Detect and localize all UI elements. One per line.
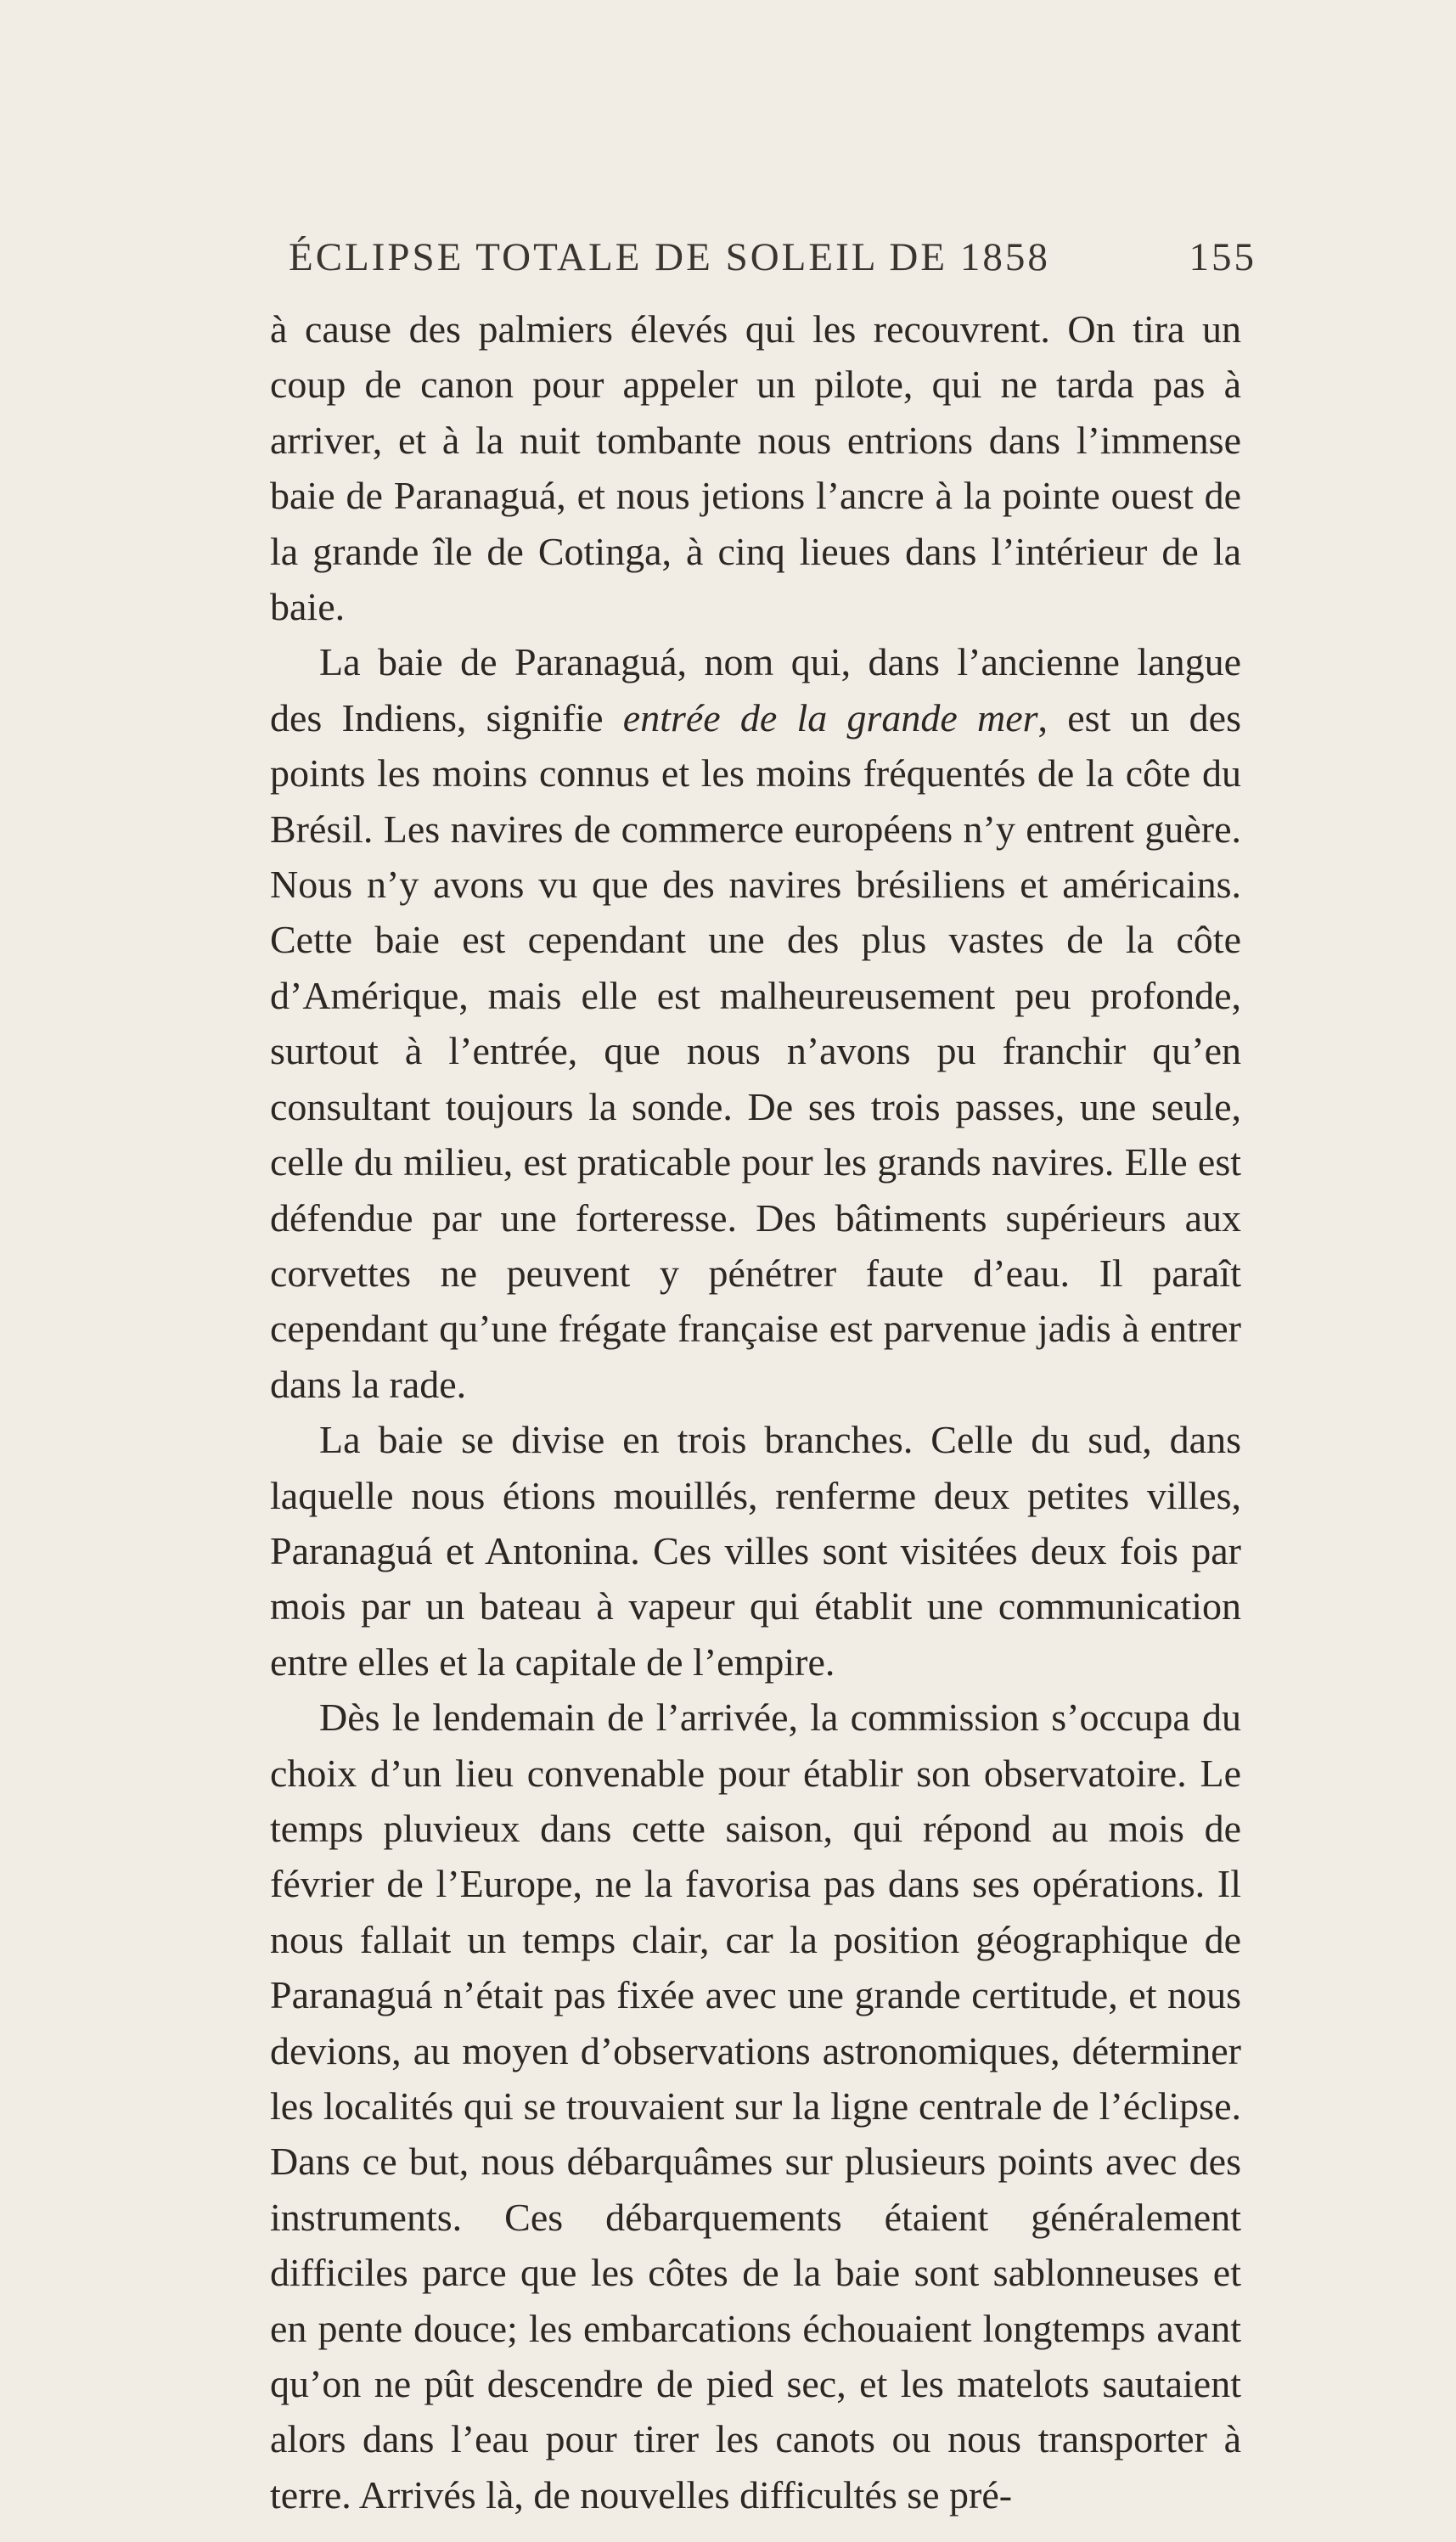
- body-text: [270, 301, 1241, 2522]
- paragraph-text: La baie de Paranaguá, nom qui, dans l’ancienne langue des Indiens, signifie: [270, 640, 1241, 740]
- page-number: 155: [1189, 235, 1256, 279]
- running-head-title: ÉCLIPSE TOTALE DE SOLEIL DE 1858: [289, 235, 1050, 279]
- paragraph-bay-description: [270, 634, 1241, 1412]
- emphasis-text: entrée de la grande mer: [622, 695, 1038, 740]
- running-head: [289, 234, 1256, 285]
- paragraph-bay-branches: La baie se divise en trois branches. Celle du sud, dans laquelle nous étions mouillés, renferme deux petites villes, Paranaguá et Antonina. Ces villes sont visitées deux fois par mois par un bateau à vapeur qui établit une communication entre elles et la capitale de l’empire.: [270, 1418, 1241, 1684]
- paragraph-continuation: à cause des palmiers élevés qui les recouvrent. On tira un coup de canon pour appeler un pilote, qui ne tarda pas à arriver, et à la nuit tombante nous entrions dans l’immense baie de Paranaguá, et nous jetions l’ancre à la pointe ouest de la grande île de Cotinga, à cinq lieues dans l’intérieur de la baie.: [270, 307, 1241, 629]
- paragraph-observatory: Dès le lendemain de l’arrivée, la commission s’occupa du choix d’un lieu convenable pour établir son observatoire. Le temps pluvieux dans cette saison, qui répond au mois de février de l’Europe, ne la favorisa pas dans ses opérations. Il nous fallait un temps clair, car la position géographique de Paranaguá n’était pas fixée avec une grande certitude, et nous devions, au moyen d’observations astronomiques, déterminer les localités qui se trouvaient sur la ligne centrale de l’éclipse. Dans ce but, nous débarquâmes sur plusieurs points avec des instruments. Ces débarquements étaient généralement difficiles parce que les côtes de la baie sont sablonneuses et en pente douce; les embarcations échouaient longtemps avant qu’on ne pût descendre de pied sec, et les matelots sautaient alors dans l’eau pour tirer les canots ou nous transporter à terre. Arrivés là, de nouvelles difficultés se pré-: [270, 1696, 1241, 2517]
- paragraph-text: , est un des points les moins connus et les moins fréquentés de la côte du Brésil. Les navires de commerce européens n’y entrent guère. Nous n’y avons vu que des navires brésiliens et américains. Cette baie est cependant une des plus vastes de la côte d’Amérique, mais elle est malheureusement peu profonde, surtout à l’entrée, que nous n’avons pu franchir qu’en consultant toujours la sonde. De ses trois passes, une seule, celle du milieu, est praticable pour les grands navires. Elle est défendue par une forteresse. Des bâtiments supérieurs aux corvettes ne peuvent y pénétrer faute d’eau. Il paraît cependant qu’une frégate française est parvenue jadis à entrer dans la rade.: [270, 695, 1241, 1406]
